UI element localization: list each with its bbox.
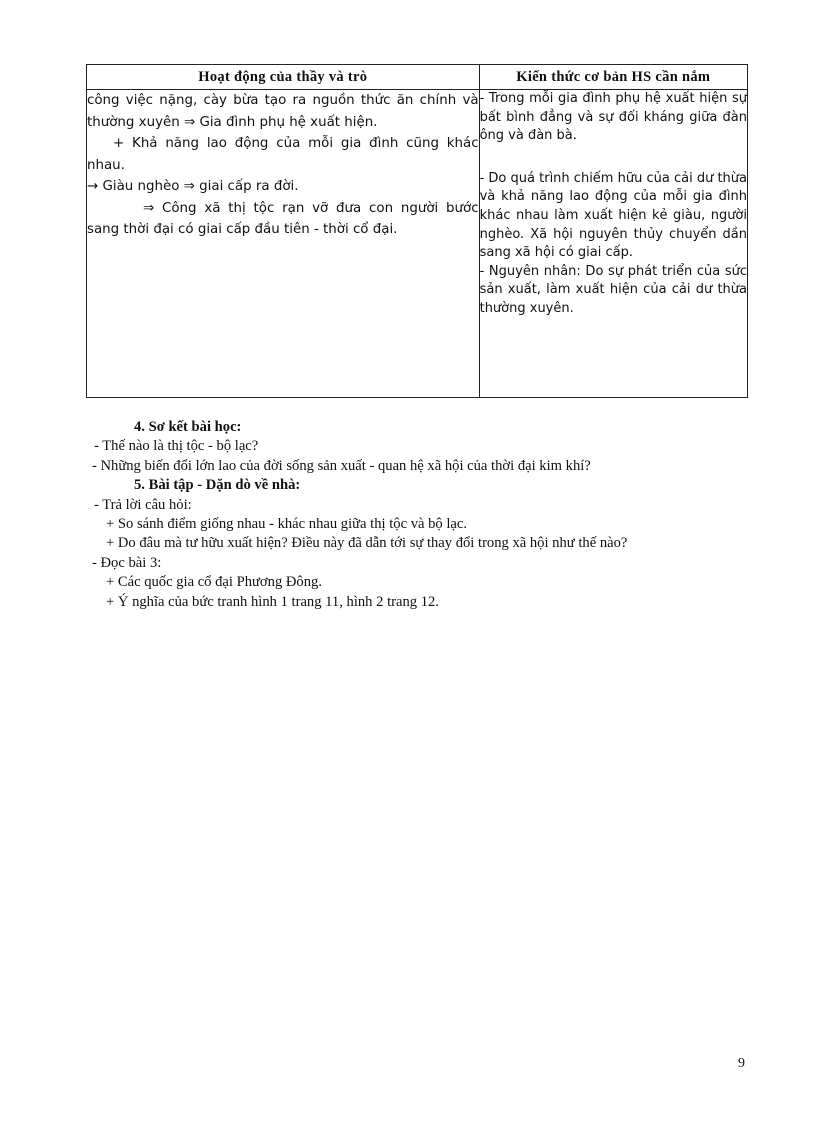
knowledge-paragraph: - Do quá trình chiếm hữu của cải dư thừa và khả năng lao động của mỗi gia đình khác nhau làm xuất hiện kẻ giàu, người nghèo. Xã hội nguyên thủy chuyển dần sang xã hội có giai cấp. xyxy=(479,170,747,261)
lesson-table xyxy=(86,64,748,398)
homework-answer-item: + So sánh điểm giống nhau - khác nhau giữa thị tộc và bộ lạc. xyxy=(106,516,468,533)
summary-heading: 4. Sơ kết bài học: xyxy=(134,419,242,435)
summary-item: - Thế nào là thị tộc - bộ lạc? xyxy=(94,438,259,455)
homework-read-item: + Các quốc gia cổ đại Phương Đông. xyxy=(106,574,322,591)
activity-paragraph: + Khả năng lao động của mỗi gia đình cũng khác nhau. xyxy=(87,136,479,173)
homework-read-item: + Ý nghĩa của bức tranh hình 1 trang 11, hình 2 trang 12. xyxy=(106,593,439,610)
homework-answer-label: - Trả lời câu hỏi: xyxy=(94,496,192,513)
table-body-row xyxy=(87,90,748,398)
homework-answer-item: + Do đâu mà tư hữu xuất hiện? Điều này đã dẫn tới sự thay đổi trong xã hội như thế nào? xyxy=(106,535,628,552)
header-activities: Hoạt động của thầy và trò xyxy=(87,65,480,90)
knowledge-paragraph: - Nguyên nhân: Do sự phát triển của sức sản xuất, làm xuất hiện của cải dư thừa thường xuyên. xyxy=(479,263,747,316)
page-number: 9 xyxy=(738,1056,745,1071)
summary-item: - Những biến đổi lớn lao của đời sống sản xuất - quan hệ xã hội của thời đại kim khí? xyxy=(92,457,591,474)
activity-paragraph: công việc nặng, cày bừa tạo ra nguồn thức ăn chính và thường xuyên ⇒ Gia đình phụ hệ xuất hiện. xyxy=(87,93,479,130)
lesson-sections xyxy=(92,418,772,612)
activity-paragraph: ⇒ Công xã thị tộc rạn vỡ đưa con người bước sang thời đại có giai cấp đầu tiên - thời cổ đại. xyxy=(87,200,479,237)
homework-heading: 5. Bài tập - Dặn dò về nhà: xyxy=(134,477,301,494)
header-knowledge: Kiến thức cơ bản HS cần nắm xyxy=(479,65,747,90)
homework-read-label: - Đọc bài 3: xyxy=(92,554,162,571)
activity-paragraph: → Giàu nghèo ⇒ giai cấp ra đời. xyxy=(87,179,299,194)
knowledge-paragraph: - Trong mỗi gia đình phụ hệ xuất hiện sự bất bình đẳng và sự đối kháng giữa đàn ông và đàn bà. xyxy=(479,91,747,144)
table-header-row xyxy=(87,65,748,90)
knowledge-cell xyxy=(479,90,747,398)
spacer xyxy=(480,146,747,170)
activities-cell xyxy=(87,90,480,398)
